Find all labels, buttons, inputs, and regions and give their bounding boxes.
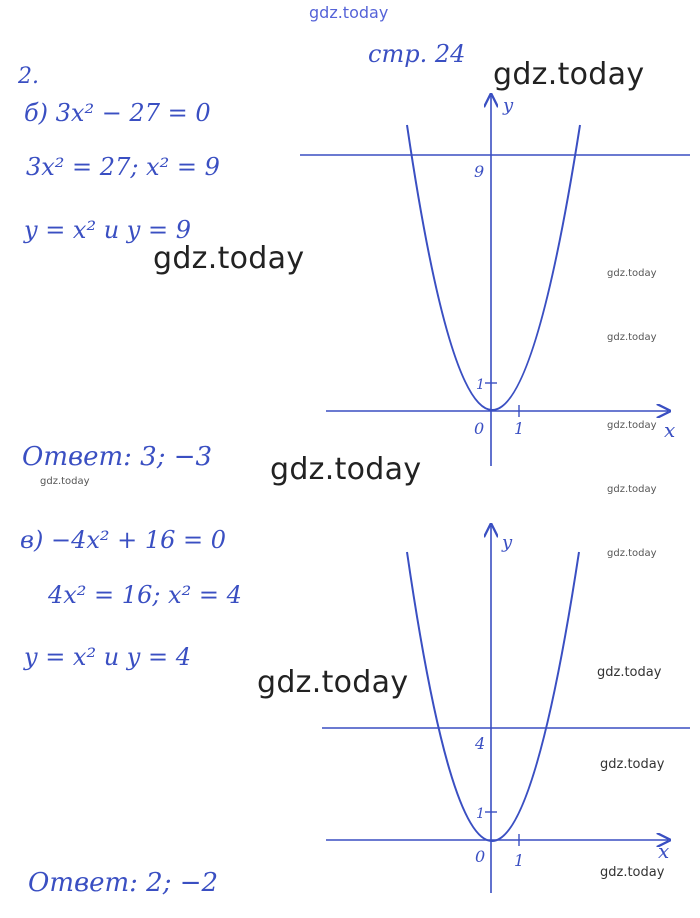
part-b-functions: y = x² и y = 9: [24, 216, 191, 244]
graph-b: [300, 95, 690, 466]
part-c-equation: в) −4x² + 16 = 0: [20, 526, 227, 554]
graph-c-parabola: [407, 552, 579, 841]
graph-c-y-label: y: [502, 532, 513, 553]
watermark-small: gdz.today: [607, 484, 657, 495]
graph-b-y-label: y: [503, 95, 514, 116]
graph-c-x-unit-label: 1: [514, 851, 525, 870]
part-b-equation: б) 3x² − 27 = 0: [24, 99, 211, 127]
graph-c-origin-label: 0: [475, 847, 486, 866]
watermark-medium: gdz.today: [600, 757, 665, 772]
watermark-small: gdz.today: [607, 268, 657, 279]
part-c-answer: Ответ: 2; −2: [28, 868, 219, 898]
graph-c-line-label: 4: [475, 734, 486, 753]
part-b-step: 3x² = 27; x² = 9: [26, 153, 220, 181]
graph-c-y-unit-label: 1: [476, 806, 485, 822]
graph-b-y-unit-label: 1: [476, 377, 485, 393]
part-c-step: 4x² = 16; x² = 4: [48, 581, 242, 609]
watermark-large: gdz.today: [493, 57, 645, 92]
watermark-medium: gdz.today: [597, 665, 662, 680]
watermark-medium: gdz.today: [600, 865, 665, 880]
task-number: 2.: [18, 64, 39, 89]
part-c-functions: y = x² и y = 4: [24, 643, 191, 671]
watermark-large: gdz.today: [270, 452, 422, 487]
graph-b-parabola: [407, 125, 580, 410]
graph-b-x-label: x: [664, 418, 676, 442]
graph-c-x-label: x: [658, 839, 670, 863]
watermark-small: gdz.today: [607, 332, 657, 343]
watermark-small: gdz.today: [40, 476, 90, 487]
header-watermark: gdz.today: [309, 3, 389, 22]
part-b-answer: Ответ: 3; −3: [22, 442, 213, 472]
watermark-large: gdz.today: [153, 241, 305, 276]
graph-b-x-unit-label: 1: [514, 419, 525, 438]
page-reference: стр. 24: [368, 40, 466, 68]
graph-b-line-label: 9: [474, 162, 485, 181]
watermark-large: gdz.today: [257, 665, 409, 700]
graph-b-origin-label: 0: [474, 419, 485, 438]
graph-c: [322, 526, 690, 893]
watermark-small: gdz.today: [607, 548, 657, 559]
watermark-small: gdz.today: [607, 420, 657, 431]
